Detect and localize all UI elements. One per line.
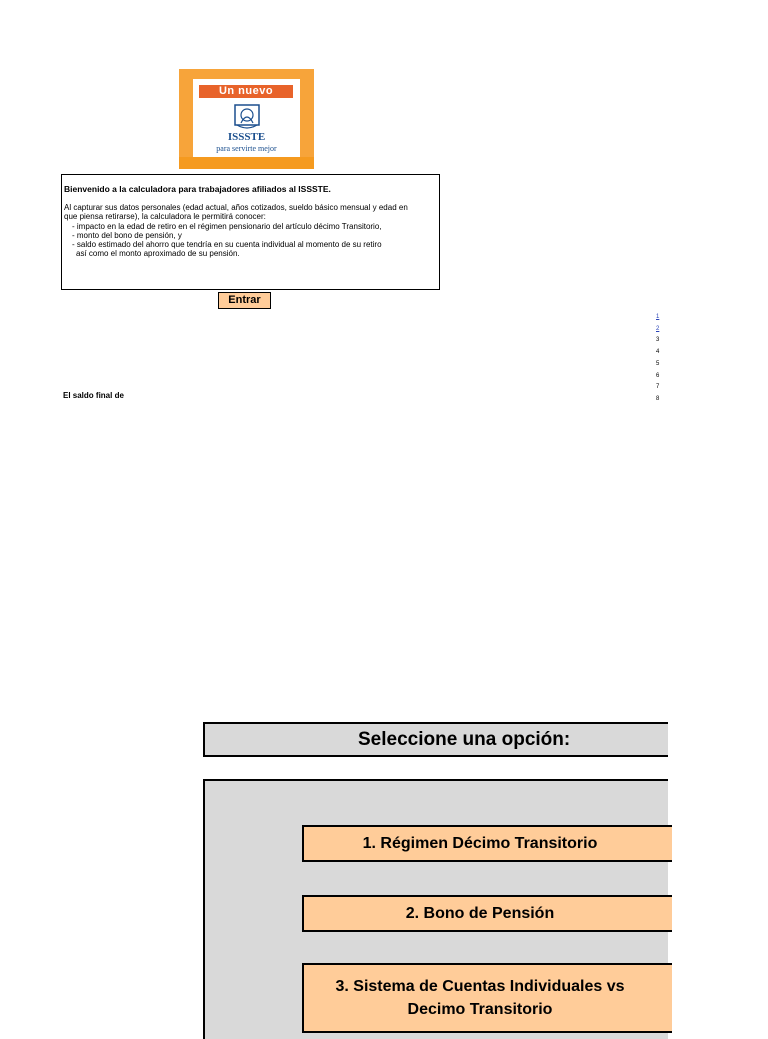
intro-box: [61, 174, 440, 290]
options-panel: [203, 779, 668, 1039]
index-link[interactable]: 2: [656, 325, 660, 332]
option-3-button[interactable]: [302, 963, 672, 1033]
intro-bullet: así como el monto aproximado de su pensión.: [76, 249, 240, 259]
index-item: 4: [656, 349, 660, 356]
intro-line: Al capturar sus datos personales (edad actual, años cotizados, sueldo básico mensual y edad en: [64, 203, 408, 213]
option-1-button[interactable]: [302, 825, 672, 862]
intro-bullet: - saldo estimado del ahorro que tendría en su cuenta individual al momento de su retiro: [72, 240, 382, 250]
welcome-text: Bienvenido a la calculadora para trabajadores afiliados al ISSSTE.: [64, 184, 331, 194]
logo-bottom-band: [179, 157, 314, 169]
select-option-header: Seleccione una opción:: [203, 722, 668, 757]
index-item: 8: [656, 395, 660, 402]
option-3-label-line2: Decimo Transitorio: [407, 1001, 553, 1018]
intro-line: que piensa retirarse), la calculadora le permitirá conocer:: [64, 212, 266, 222]
saldo-final-text: El saldo final de: [63, 391, 124, 400]
intro-bullet: - impacto en la edad de retiro en el régimen pensionario del artículo décimo Transitorio,: [72, 221, 382, 231]
index-item: 6: [656, 372, 660, 379]
index-item: 5: [656, 360, 660, 367]
option-2-button[interactable]: [302, 895, 672, 932]
index-item: 3: [656, 337, 660, 344]
option-1-label: 1. Régimen Décimo Transitorio: [362, 834, 598, 852]
logo-tagline: Un nuevo: [199, 85, 293, 98]
logo-brand: ISSSTE: [227, 131, 266, 143]
issste-logo: [179, 69, 314, 169]
logo-slogan: para servirte mejor: [216, 144, 277, 153]
enter-button[interactable]: Entrar: [218, 292, 271, 309]
side-index: [656, 312, 668, 406]
index-link[interactable]: 1: [656, 314, 660, 320]
option-2-label: 2. Bono de Pensión: [405, 904, 555, 922]
option-3-label-line1: 3. Sistema de Cuentas Individuales vs: [335, 978, 625, 995]
index-item: 7: [656, 384, 660, 391]
intro-bullet: - monto del bono de pensión, y: [72, 230, 182, 240]
